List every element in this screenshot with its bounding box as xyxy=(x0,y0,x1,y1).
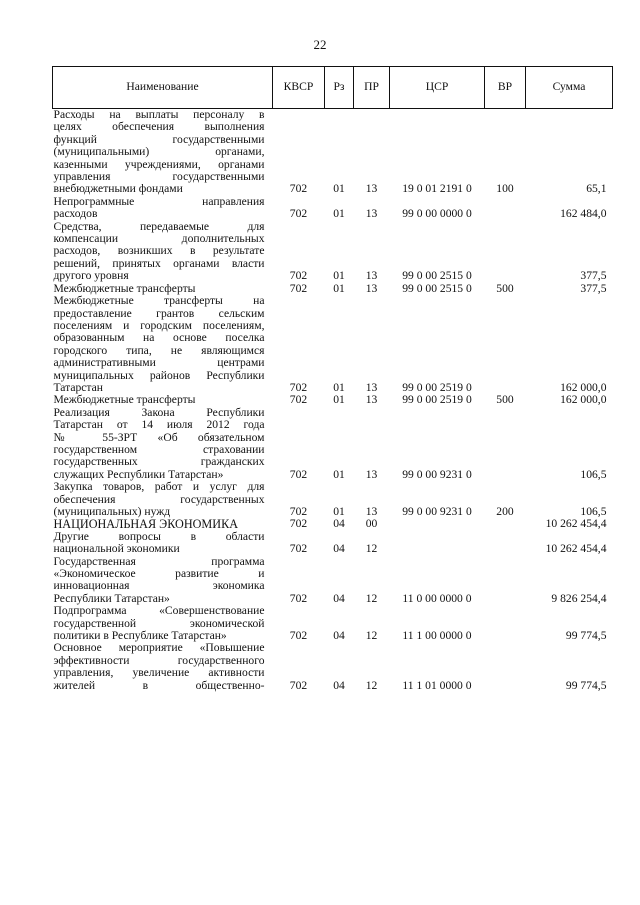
row-name-line: государственном страховании xyxy=(53,442,265,456)
row-name-line: инновационная экономика xyxy=(53,579,265,593)
row-name-line: Татарстан от 14 июля 2012 года xyxy=(53,418,265,432)
row-name xyxy=(53,642,273,692)
row-name-line: Средства, передаваемые для xyxy=(53,219,265,233)
row-name-line: Основное мероприятие «Повышение xyxy=(53,641,265,655)
row-name-line: управления государственными xyxy=(53,170,265,184)
row-name xyxy=(53,518,273,530)
row-name-line: поселениям и городским поселениям, xyxy=(53,318,265,332)
cell-sum: 9 826 254,4 xyxy=(551,591,607,605)
header-csr: ЦСР xyxy=(390,67,485,109)
row-name-line: Реализация Закона Республики xyxy=(53,405,265,419)
cell-sum: 99 774,5 xyxy=(565,629,607,643)
cell-vr: 200 xyxy=(496,505,514,518)
table-row xyxy=(53,531,613,556)
row-name-line: государственных гражданских xyxy=(53,455,265,469)
cell-sum: 162 000,0 xyxy=(560,393,607,407)
row-name-line: Межбюджетные трансферты на xyxy=(53,294,265,308)
cell-rz: 01 xyxy=(333,182,345,196)
row-name xyxy=(53,481,273,518)
cell-rz: 04 xyxy=(333,678,345,692)
cell-vr xyxy=(485,556,526,606)
budget-table xyxy=(52,66,613,692)
cell-csr: 99 0 00 9231 0 xyxy=(402,505,472,518)
cell-vr xyxy=(485,531,526,556)
row-name xyxy=(53,196,273,221)
header-name: Наименование xyxy=(53,67,273,109)
row-name-line: Межбюджетные трансферты xyxy=(53,281,196,295)
row-name-line: компенсации дополнительных xyxy=(53,232,265,246)
row-name xyxy=(53,221,273,283)
row-name xyxy=(53,531,273,556)
cell-pr: 12 xyxy=(365,678,378,692)
table-row xyxy=(53,295,613,394)
table-row xyxy=(53,196,613,221)
cell-sum: 106,5 xyxy=(580,467,607,481)
cell-rz: 04 xyxy=(333,629,345,643)
cell-sum: 10 262 454,4 xyxy=(545,517,607,531)
cell-rz: 01 xyxy=(333,380,345,394)
cell-csr: 99 0 00 0000 0 xyxy=(402,207,472,221)
cell-pr: 13 xyxy=(365,380,378,394)
cell-pr: 00 xyxy=(365,517,378,531)
cell-kvsr: 702 xyxy=(289,467,308,481)
cell-rz: 04 xyxy=(333,517,345,531)
cell-csr: 11 0 00 0000 0 xyxy=(402,591,472,605)
table-row xyxy=(53,481,613,518)
row-name-line: решений, принятых органами власти xyxy=(53,256,265,270)
cell-kvsr: 702 xyxy=(289,517,308,531)
table-row xyxy=(53,605,613,642)
table-row xyxy=(53,556,613,606)
row-name-line: Расходы на выплаты персоналу в xyxy=(53,108,265,121)
row-name xyxy=(53,407,273,481)
row-name xyxy=(53,605,273,642)
cell-vr: 500 xyxy=(496,393,514,407)
cell-csr: 99 0 00 9231 0 xyxy=(402,467,472,481)
cell-vr: 500 xyxy=(496,281,514,295)
row-name-line: управления, увеличение активности xyxy=(53,666,265,680)
cell-pr: 13 xyxy=(365,281,378,295)
row-name xyxy=(53,556,273,606)
cell-csr: 19 0 01 2191 0 xyxy=(402,182,472,196)
page-number: 22 xyxy=(313,37,327,52)
table-row xyxy=(53,642,613,692)
row-name-line: жителей в общественно- xyxy=(53,678,265,692)
cell-vr: 100 xyxy=(496,182,514,196)
row-name-line: Подпрограмма «Совершенствование xyxy=(53,604,265,618)
row-name-line: Государственная программа xyxy=(53,554,265,568)
cell-rz: 01 xyxy=(333,505,345,518)
cell-kvsr: 702 xyxy=(289,269,308,283)
row-name-line: образованным на основе поселка xyxy=(53,331,265,345)
cell-rz: 01 xyxy=(333,393,345,407)
cell-pr: 13 xyxy=(365,505,378,518)
row-name-line: Непрограммные направления xyxy=(53,194,265,208)
cell-vr xyxy=(485,518,526,530)
row-name-line: расходов, возникших в результате xyxy=(53,244,265,258)
cell-csr: 11 1 01 0000 0 xyxy=(402,678,472,692)
cell-sum: 106,5 xyxy=(580,505,607,518)
row-name-line: Другие вопросы в области xyxy=(53,529,265,543)
cell-rz: 04 xyxy=(333,591,345,605)
cell-kvsr: 702 xyxy=(289,678,308,692)
row-name-line: № 55-ЗРТ «Об обязательном xyxy=(53,430,265,444)
row-name-line: расходов xyxy=(53,207,98,221)
cell-kvsr: 702 xyxy=(289,629,308,643)
cell-kvsr: 702 xyxy=(289,281,308,295)
cell-csr: 99 0 00 2519 0 xyxy=(402,380,472,394)
row-name xyxy=(53,295,273,394)
row-name-line: функций государственными xyxy=(53,132,265,146)
table-row xyxy=(53,109,613,196)
row-name xyxy=(53,394,273,406)
row-name-line: НАЦИОНАЛЬНАЯ ЭКОНОМИКА xyxy=(53,517,238,532)
table-row xyxy=(53,221,613,283)
row-name-line: другого уровня xyxy=(53,269,129,283)
cell-rz: 01 xyxy=(333,207,345,221)
cell-kvsr: 702 xyxy=(289,591,308,605)
cell-sum: 65,1 xyxy=(586,182,607,196)
cell-pr: 13 xyxy=(365,467,378,481)
cell-kvsr: 702 xyxy=(289,380,308,394)
cell-pr: 13 xyxy=(365,182,378,196)
cell-vr xyxy=(485,196,526,221)
row-name-line: Закупка товаров, работ и услуг для xyxy=(53,480,265,494)
row-name-line: целях обеспечения выполнения xyxy=(53,120,265,134)
row-name-line: политики в Республике Татарстан» xyxy=(53,629,227,643)
cell-sum: 377,5 xyxy=(580,281,607,295)
cell-pr: 13 xyxy=(365,269,378,283)
cell-vr xyxy=(485,221,526,283)
header-sum: Сумма xyxy=(526,67,613,109)
table-row xyxy=(53,518,613,530)
table-body xyxy=(53,109,613,693)
row-name-line: служащих Республики Татарстан» xyxy=(53,467,224,481)
row-name-line: (муниципальными) органами, xyxy=(53,145,265,159)
row-name-line: Республики Татарстан» xyxy=(53,591,170,605)
row-name-line: административными центрами xyxy=(53,356,265,370)
row-name-line: казенными учреждениями, органами xyxy=(53,157,265,171)
row-name-line: предоставление грантов сельским xyxy=(53,306,265,320)
cell-csr: 99 0 00 2519 0 xyxy=(402,393,472,407)
cell-csr xyxy=(390,518,485,530)
row-name-line: «Экономическое развитие и xyxy=(53,567,265,581)
cell-sum: 162 000,0 xyxy=(560,380,607,394)
cell-pr: 12 xyxy=(365,629,378,643)
header-vr: ВР xyxy=(485,67,526,109)
cell-pr: 12 xyxy=(365,591,378,605)
cell-rz: 01 xyxy=(333,269,345,283)
cell-kvsr: 702 xyxy=(289,542,308,556)
header-kvsr: КВСР xyxy=(273,67,325,109)
header-rz: Рз xyxy=(325,67,354,109)
cell-pr: 13 xyxy=(365,207,378,221)
cell-kvsr: 702 xyxy=(289,505,308,518)
cell-csr: 99 0 00 2515 0 xyxy=(402,269,472,283)
table-row xyxy=(53,407,613,481)
row-name xyxy=(53,109,273,196)
row-name-line: национальной экономики xyxy=(53,542,180,556)
cell-csr xyxy=(390,531,485,556)
row-name-line: муниципальных районов Республики xyxy=(53,368,265,382)
table-header-row xyxy=(53,67,613,109)
cell-pr: 13 xyxy=(365,393,378,407)
header-pr: ПР xyxy=(354,67,390,109)
cell-sum: 10 262 454,4 xyxy=(545,542,607,556)
cell-csr: 99 0 00 2515 0 xyxy=(402,281,472,295)
row-name-line: обеспечения государственных xyxy=(53,492,265,506)
cell-kvsr: 702 xyxy=(289,207,308,221)
row-name-line: внебюджетными фондами xyxy=(53,182,183,196)
cell-vr xyxy=(485,407,526,481)
cell-kvsr: 702 xyxy=(289,182,308,196)
cell-sum: 162 484,0 xyxy=(560,207,607,221)
cell-vr xyxy=(485,295,526,394)
cell-vr xyxy=(485,605,526,642)
row-name-line: Межбюджетные трансферты xyxy=(53,393,196,407)
row-name-line: Татарстан xyxy=(53,380,103,394)
row-name-line: городского типа, не являющимся xyxy=(53,343,265,357)
table-row xyxy=(53,394,613,406)
row-name-line: эффективности государственного xyxy=(53,653,265,667)
cell-csr: 11 1 00 0000 0 xyxy=(402,629,472,643)
cell-rz: 01 xyxy=(333,281,345,295)
row-name-line: (муниципальных) нужд xyxy=(53,505,171,518)
row-name-line: государственной экономической xyxy=(53,616,265,630)
cell-pr: 12 xyxy=(365,542,378,556)
cell-rz: 04 xyxy=(333,542,345,556)
cell-rz: 01 xyxy=(333,467,345,481)
cell-kvsr: 702 xyxy=(289,393,308,407)
cell-vr xyxy=(485,642,526,692)
cell-sum: 99 774,5 xyxy=(565,678,607,692)
cell-sum: 377,5 xyxy=(580,269,607,283)
